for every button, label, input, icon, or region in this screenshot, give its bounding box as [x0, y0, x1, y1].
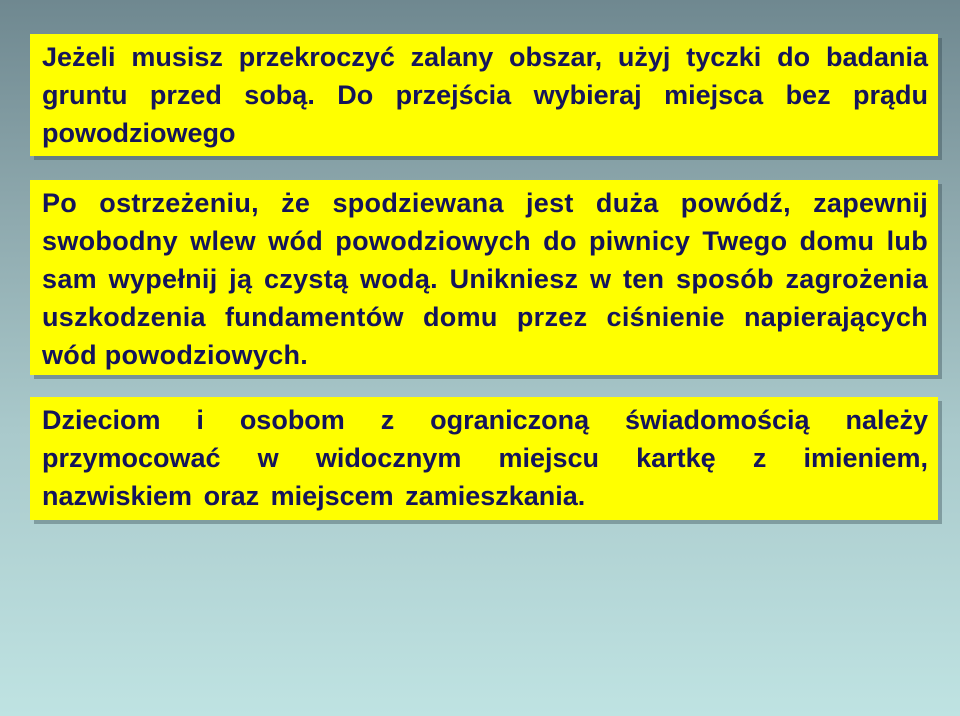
text-box-children-identification	[30, 397, 938, 520]
paragraph-children-identification: Dzieciom i osobom z ograniczoną świadomością należy przymocować w widocznym miejscu kartkę z imieniem, nazwiskiem oraz miejscem zamieszkania.	[42, 405, 928, 511]
text-box-basement-flooding	[30, 180, 938, 375]
paragraph-basement-flooding: Po ostrzeżeniu, że spodziewana jest duża powódź, zapewnij swobodny wlew wód powodziowych do piwnicy Twego domu lub sam wypełnij ją czystą wodą. Unikniesz w ten sposób zagrożenia uszkodzenia fundamentów domu przez ciśnienie napierających wód powodziowych.	[42, 188, 928, 370]
paragraph-crossing-flooded-area: Jeżeli musisz przekroczyć zalany obszar, użyj tyczki do badania gruntu przed sobą. Do przejścia wybieraj miejsca bez prądu powodziowego	[42, 42, 928, 148]
text-box-crossing-flooded-area	[30, 34, 938, 156]
